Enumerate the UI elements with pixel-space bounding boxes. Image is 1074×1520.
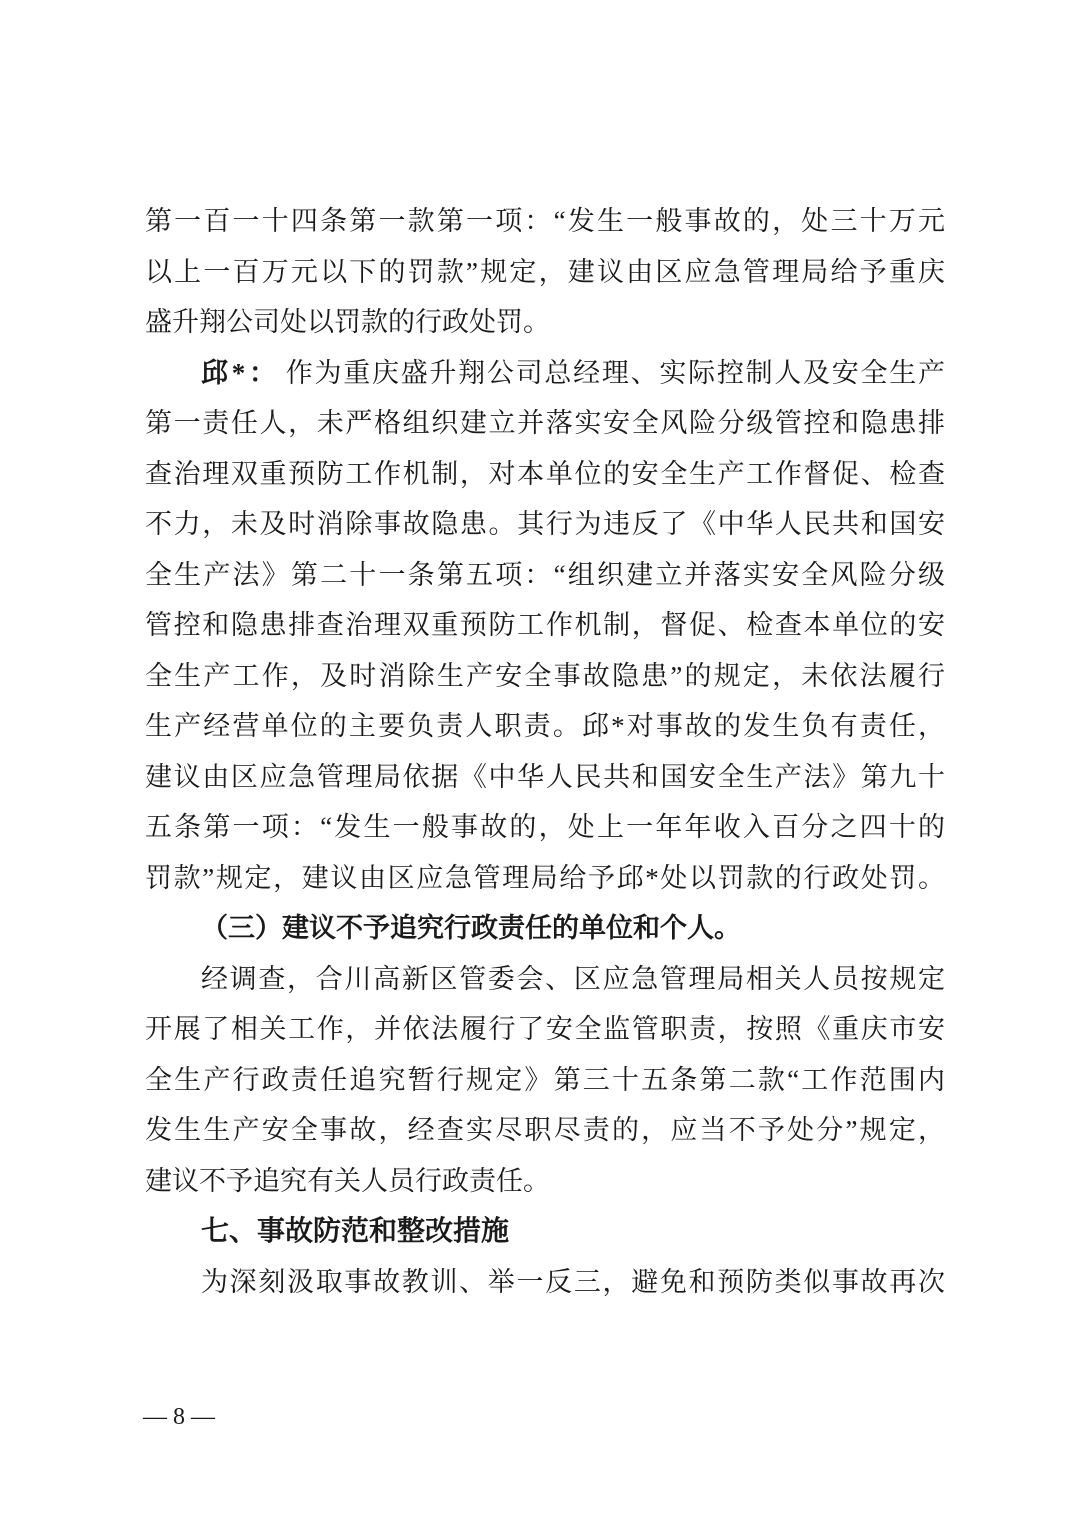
text-run: 建议不予追究有关人员行政责任。 bbox=[145, 1165, 550, 1196]
text-line bbox=[145, 1055, 945, 1106]
text-line bbox=[145, 853, 945, 904]
text-run: 不力，未及时消除事故隐患。其行为违反了《中华人民共和国安 bbox=[145, 509, 945, 539]
text-run: 管控和隐患排查治理双重预防工作机制，督促、检查本单位的安 bbox=[145, 610, 945, 640]
text-run: 生产经营单位的主要负责人职责。邱*对事故的发生负有责任， bbox=[145, 711, 945, 741]
text-run: 七、事故防范和整改措施 bbox=[201, 1215, 510, 1246]
text-line bbox=[145, 1156, 945, 1207]
text-line bbox=[145, 449, 945, 500]
text-line bbox=[145, 701, 945, 752]
text-run: 发生生产安全事故，经查实尽职尽责的，应当不予处分”规定， bbox=[145, 1115, 945, 1145]
text-run: 盛升翔公司处以罚款的行政处罚。 bbox=[145, 307, 550, 337]
text-line bbox=[145, 954, 945, 1005]
text-line bbox=[145, 1004, 945, 1055]
text-line bbox=[145, 550, 945, 601]
text-line bbox=[145, 802, 945, 853]
text-run: 为深刻汲取事故教训、举一反三，避免和预防类似事故再次 bbox=[201, 1266, 945, 1297]
document-body bbox=[145, 196, 945, 1307]
text-line bbox=[145, 499, 945, 550]
text-line bbox=[145, 752, 945, 803]
text-line bbox=[145, 903, 945, 954]
page-number: — 8 — bbox=[143, 1404, 215, 1430]
text-run: 经调查，合川高新区管委会、区应急管理局相关人员按规定 bbox=[201, 963, 945, 994]
person-name-bold: 邱*： bbox=[201, 357, 280, 388]
text-line bbox=[145, 196, 945, 247]
text-run: 全生产行政责任追究暂行规定》第三十五条第二款“工作范围内 bbox=[145, 1064, 945, 1095]
text-run: 建议由区应急管理局依据《中华人民共和国安全生产法》第九十 bbox=[145, 761, 945, 792]
text-run: 第一百一十四条第一款第一项：“发生一般事故的，处三十万元 bbox=[145, 206, 945, 236]
text-line bbox=[145, 1105, 945, 1156]
text-run: 第一责任人，未严格组织建立并落实安全风险分级管控和隐患排 bbox=[145, 408, 945, 438]
text-run: 以上一百万元以下的罚款”规定，建议由区应急管理局给予重庆 bbox=[145, 256, 945, 287]
text-run: 罚款”规定，建议由区应急管理局给予邱*处以罚款的行政处罚。 bbox=[145, 862, 945, 893]
text-run: 五条第一项：“发生一般事故的，处上一年年收入百分之四十的 bbox=[145, 812, 945, 842]
text-run: 查治理双重预防工作机制，对本单位的安全生产工作督促、检查 bbox=[145, 458, 945, 489]
section-heading bbox=[145, 1206, 945, 1257]
text-run: 作为重庆盛升翔公司总经理、实际控制人及安全生产 bbox=[285, 357, 946, 388]
text-line bbox=[145, 600, 945, 651]
text-run: 开展了相关工作，并依法履行了安全监管职责，按照《重庆市安 bbox=[145, 1014, 945, 1044]
text-line bbox=[145, 247, 945, 298]
text-line bbox=[145, 348, 945, 399]
text-line bbox=[145, 651, 945, 702]
text-run: 全生产法》第二十一条第五项：“组织建立并落实安全风险分级 bbox=[145, 559, 945, 590]
text-run: （三）建议不予追究行政责任的单位和个人。 bbox=[201, 913, 741, 943]
text-run: 全生产工作，及时消除生产安全事故隐患”的规定，未依法履行 bbox=[145, 660, 945, 691]
text-line bbox=[145, 398, 945, 449]
text-line bbox=[145, 1257, 945, 1308]
text-line bbox=[145, 297, 945, 348]
